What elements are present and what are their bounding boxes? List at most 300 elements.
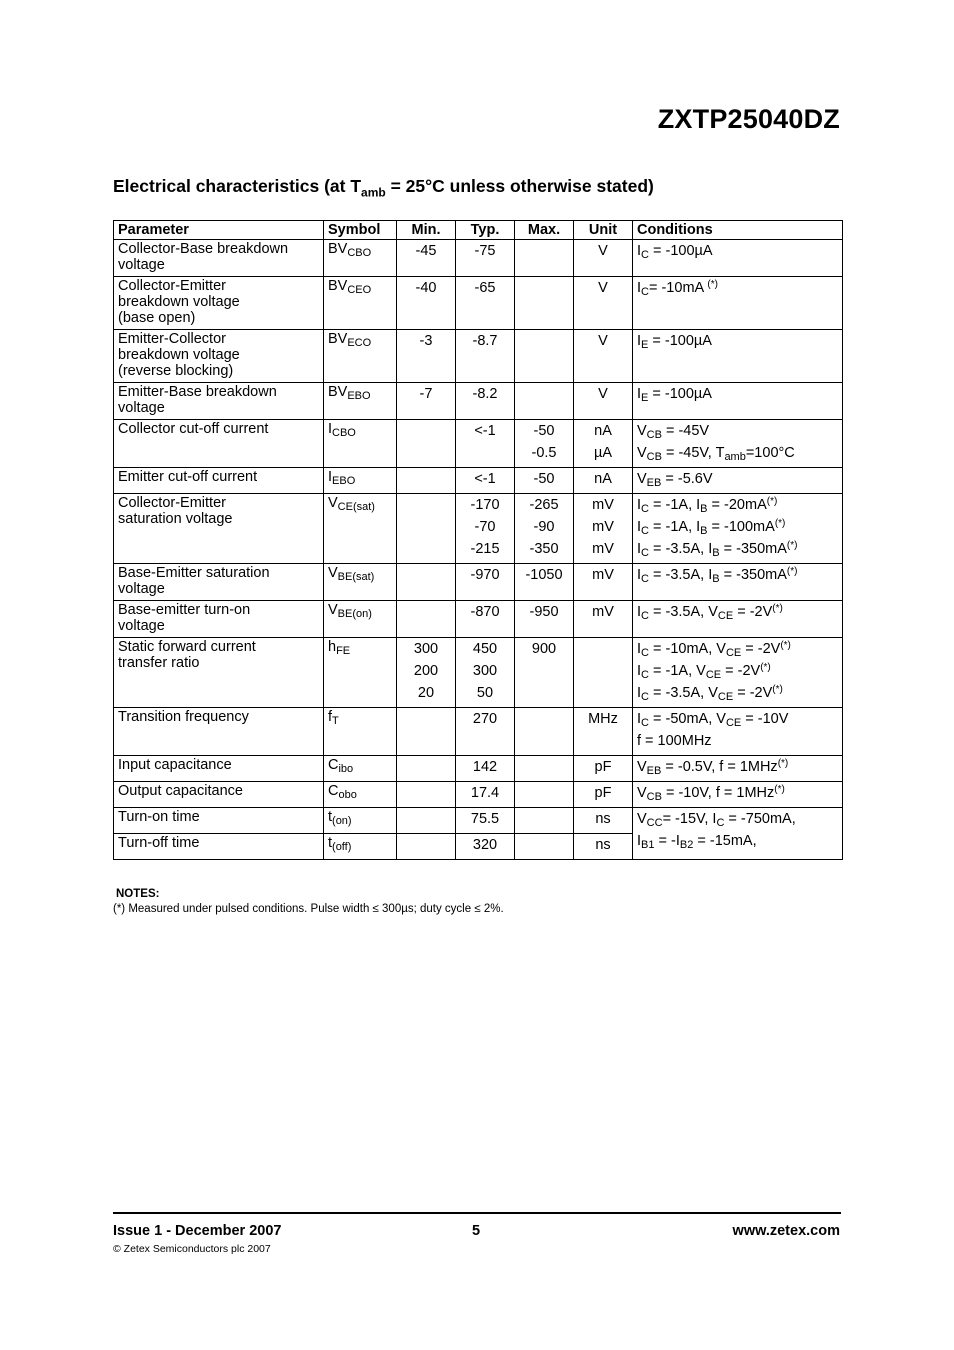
symbol-base: C [328,757,339,773]
condition-line [637,494,838,516]
header-min: Min. [397,221,456,240]
typ-value: <-1 [474,471,496,487]
symbol-subscript: CEO [347,284,372,296]
max-cell [515,808,574,834]
condition-text: V [637,423,647,439]
electrical-characteristics-table [113,220,843,860]
condition-text: = -45V, T [661,445,725,461]
min-cell [397,708,456,756]
table-header-row [114,221,843,240]
max-cell [515,601,574,638]
condition-line [637,442,838,464]
unit-cell [574,782,633,808]
max-value: -265 [529,497,559,513]
condition-text: f = 100MHz [637,733,712,749]
parameter-cell [114,420,324,468]
header-unit: Unit [574,221,633,240]
symbol-subscript: CBO [347,247,372,259]
typ-value: 270 [472,711,498,727]
symbol-cell [324,756,397,782]
table-row [114,756,843,782]
parameter-cell [114,782,324,808]
typ-value: -75 [474,243,496,259]
unit-value: ns [595,811,611,827]
condition-subscript: CE [717,610,734,622]
unit-value: mV [592,519,614,535]
typ-value: -215 [470,541,500,557]
condition-text: = -2V [721,663,761,679]
symbol-subscript: BE(sat) [337,571,375,583]
typ-value: -870 [470,604,500,620]
condition-text: = -750mA, [724,811,796,827]
condition-text: I [637,497,642,513]
condition-text: = -2V [741,641,781,657]
min-cell [397,383,456,420]
condition-subscript: C [641,249,649,261]
unit-cell [574,330,633,383]
unit-value: MHz [588,711,618,727]
parameter-cell [114,638,324,708]
max-cell [515,834,574,860]
condition-text: I [637,333,642,349]
condition-text: V [637,759,647,775]
typ-value: 320 [472,837,498,853]
symbol-subscript: T [332,715,339,727]
parameter-line: Output capacitance [118,783,243,799]
unit-value: nA [594,471,612,487]
conditions-cell [633,638,843,708]
footnote-marker: (*) [777,758,789,769]
max-value: -1050 [525,567,563,583]
condition-line [637,708,838,730]
condition-subscript: CE [717,691,734,703]
condition-subscript: CE [705,669,722,681]
condition-subscript: CB [646,791,662,803]
unit-cell [574,420,633,468]
conditions-cell [633,708,843,756]
footnote-marker: (*) [786,566,798,577]
condition-line [637,240,838,262]
footer-issue: Issue 1 - December 2007 [113,1223,282,1239]
footnote-marker: (*) [774,518,786,529]
table-row [114,468,843,494]
heading-pre: Electrical characteristics (at T [113,176,362,196]
symbol-cell [324,808,397,834]
condition-subscript: C [641,669,649,681]
parameter-cell [114,277,324,330]
min-cell [397,494,456,564]
footnote-marker: (*) [774,784,785,795]
symbol-cell [324,708,397,756]
typ-cell [456,601,515,638]
min-cell [397,756,456,782]
condition-text: = -1A, I [648,519,701,535]
condition-subscript: C [641,573,649,585]
parameter-line: Base-emitter turn-on [118,602,251,618]
conditions-cell [633,383,843,420]
symbol-cell [324,468,397,494]
condition-subscript: B [700,503,708,515]
parameter-cell [114,708,324,756]
unit-value: V [598,280,608,296]
header-parameter: Parameter [114,221,324,240]
condition-line [637,420,838,442]
symbol-base: BV [328,384,348,400]
condition-text: = -10mA [648,280,708,296]
min-cell [397,420,456,468]
condition-text: = -10mA, V [648,641,726,657]
condition-subscript: C [641,647,649,659]
conditions-cell [633,782,843,808]
table-row [114,782,843,808]
symbol-subscript: ECO [347,337,372,349]
typ-cell [456,240,515,277]
max-value: 900 [531,641,557,657]
condition-text: I [637,604,642,620]
parameter-line: Collector-Emitter [118,278,226,294]
symbol-base: V [328,602,338,618]
condition-subscript: C [641,503,649,515]
condition-text: = -1A, I [648,497,701,513]
header-symbol: Symbol [324,221,397,240]
unit-cell [574,277,633,330]
parameter-line: Base-Emitter saturation [118,565,270,581]
condition-subscript: C [641,286,649,298]
min-cell [397,808,456,834]
unit-value: V [598,386,608,402]
condition-text: I [637,685,642,701]
max-cell [515,468,574,494]
condition-text: =100°C [745,445,795,461]
parameter-line: saturation voltage [118,511,233,527]
condition-line [637,538,838,560]
condition-text: I [637,243,642,259]
condition-text: I [637,711,642,727]
max-value: -950 [529,604,559,620]
condition-line [637,516,838,538]
condition-subscript: B1 [641,839,655,851]
symbol-subscript: ibo [338,763,354,775]
max-value: -50 [533,471,555,487]
condition-text: = -2V [733,604,773,620]
symbol-base: BV [328,331,348,347]
parameter-line: Transition frequency [118,709,249,725]
parameter-line: Emitter cut-off current [118,469,258,485]
parameter-cell [114,494,324,564]
footnote-marker: (*) [772,603,783,614]
min-value: 20 [417,685,435,701]
condition-subscript: C [641,717,649,729]
unit-cell [574,601,633,638]
table-row [114,494,843,564]
condition-line [637,756,838,778]
symbol-subscript: CE(sat) [337,501,375,513]
condition-text: = -3.5A, I [648,567,713,583]
min-cell [397,638,456,708]
parameter-line: Static forward current [118,639,256,655]
condition-text: = -10V, f = 1MHz [661,785,775,801]
condition-text: I [637,541,642,557]
unit-value: mV [592,567,614,583]
typ-cell [456,277,515,330]
condition-text: = -5.6V [661,471,713,487]
condition-subscript: CC [646,817,663,829]
condition-subscript: CE [725,717,742,729]
condition-text: = -350mA [719,567,787,583]
table-row [114,240,843,277]
condition-text: = -0.5V, f = 1MHz [661,759,778,775]
symbol-cell [324,601,397,638]
notes-text: (*) Measured under pulsed conditions. Pulse width ≤ 300µs; duty cycle ≤ 2%. [113,903,504,915]
condition-line [637,330,838,352]
parameter-line: (base open) [118,310,196,326]
condition-line [637,638,838,660]
typ-cell [456,383,515,420]
conditions-cell [633,494,843,564]
typ-cell [456,420,515,468]
parameter-line: Collector cut-off current [118,421,269,437]
unit-cell [574,383,633,420]
symbol-base: I [328,421,333,437]
condition-text: I [637,519,642,535]
min-cell [397,782,456,808]
footnote-marker: (*) [766,496,778,507]
max-cell [515,420,574,468]
unit-cell [574,638,633,708]
condition-text: = -100µA [648,243,713,259]
footnote-marker: (*) [786,540,798,551]
heading-sub: amb [361,185,386,200]
symbol-subscript: BE(on) [337,608,372,620]
min-value: 200 [413,663,439,679]
condition-text: = -15mA, [693,833,757,849]
typ-cell [456,834,515,860]
condition-text: I [637,280,642,296]
condition-text: V [637,471,647,487]
parameter-line: Turn-on time [118,809,200,825]
unit-cell [574,834,633,860]
typ-cell [456,494,515,564]
parameter-line: Input capacitance [118,757,232,773]
max-cell [515,277,574,330]
symbol-base: I [328,469,333,485]
max-value: -350 [529,541,559,557]
max-cell [515,330,574,383]
condition-subscript: B [700,525,708,537]
table-row [114,420,843,468]
min-cell [397,240,456,277]
condition-subscript: amb [724,451,746,463]
table-row [114,383,843,420]
condition-line [637,782,838,804]
min-value: 300 [413,641,439,657]
typ-value: -65 [474,280,496,296]
condition-text: I [637,386,642,402]
symbol-cell [324,420,397,468]
typ-value: -8.2 [472,386,498,402]
condition-text: = -3.5A, V [648,685,718,701]
condition-subscript: C [716,817,725,829]
max-value: -90 [533,519,555,535]
header-conditions: Conditions [633,221,843,240]
unit-cell [574,468,633,494]
condition-text: I [637,567,642,583]
conditions-cell [633,808,843,860]
part-number: ZXTP25040DZ [657,104,840,134]
unit-value: V [598,243,608,259]
typ-value: 300 [472,663,498,679]
parameter-line: transfer ratio [118,655,200,671]
parameter-line: Turn-off time [118,835,200,851]
typ-cell [456,638,515,708]
condition-text: V [637,811,647,827]
parameter-line: voltage [118,257,165,273]
min-cell [397,277,456,330]
condition-text: = -45V [661,423,710,439]
footnote-marker: (*) [760,662,771,673]
typ-value: -170 [470,497,500,513]
symbol-cell [324,494,397,564]
symbol-base: h [328,639,337,655]
unit-cell [574,756,633,782]
parameter-cell [114,383,324,420]
unit-value: mV [592,541,614,557]
table-row [114,601,843,638]
min-cell [397,564,456,601]
unit-value: pF [594,759,612,775]
unit-value: ns [595,837,611,853]
condition-subscript: B2 [679,839,694,851]
min-cell [397,834,456,860]
symbol-base: V [328,495,338,511]
symbol-base: C [328,783,339,799]
symbol-base: t [328,835,333,851]
condition-subscript: E [641,392,649,404]
condition-text: = -50mA, V [648,711,726,727]
condition-subscript: B [712,547,720,559]
parameter-line: voltage [118,618,165,634]
condition-text: V [637,785,647,801]
symbol-subscript: CBO [332,427,356,439]
footer-divider [113,1212,841,1214]
conditions-cell [633,277,843,330]
condition-text: = -10V [741,711,789,727]
condition-subscript: C [641,525,649,537]
min-value: -40 [415,280,437,296]
symbol-cell [324,330,397,383]
parameter-cell [114,330,324,383]
parameter-line: Emitter-Collector [118,331,226,347]
unit-cell [574,708,633,756]
unit-cell [574,808,633,834]
typ-value: 142 [472,759,498,775]
symbol-cell [324,782,397,808]
symbol-base: BV [328,278,348,294]
parameter-cell [114,808,324,834]
website-link[interactable]: www.zetex.com [732,1223,840,1239]
condition-subscript: EB [646,477,662,489]
condition-line [637,468,838,490]
condition-line [637,730,838,752]
condition-text: = -I [654,833,680,849]
symbol-subscript: EBO [347,390,371,402]
condition-text: = -1A, V [648,663,706,679]
footnote-marker: (*) [772,684,783,695]
header-max: Max. [515,221,574,240]
condition-text: = -3.5A, I [648,541,713,557]
max-cell [515,638,574,708]
min-value: -45 [415,243,437,259]
symbol-cell [324,383,397,420]
table-row [114,330,843,383]
max-cell [515,494,574,564]
condition-subscript: CE [725,647,742,659]
parameter-cell [114,564,324,601]
max-value: -0.5 [531,445,557,461]
notes-title: NOTES: [116,888,160,900]
conditions-cell [633,330,843,383]
table-row [114,277,843,330]
max-cell [515,708,574,756]
parameter-cell [114,756,324,782]
condition-subscript: EB [646,765,662,777]
parameter-line: voltage [118,400,165,416]
symbol-subscript: (on) [332,815,352,827]
max-cell [515,564,574,601]
footnote-marker: (*) [707,279,718,290]
copyright: © Zetex Semiconductors plc 2007 [113,1243,271,1255]
typ-value: 75.5 [470,811,500,827]
condition-subscript: C [641,691,649,703]
condition-line [637,564,838,586]
max-cell [515,756,574,782]
unit-value: mV [592,604,614,620]
condition-text: = -100mA [707,519,775,535]
typ-value: -8.7 [472,333,498,349]
unit-value: mV [592,497,614,513]
condition-line [637,660,838,682]
min-cell [397,330,456,383]
symbol-cell [324,564,397,601]
parameter-cell [114,601,324,638]
conditions-cell [633,564,843,601]
symbol-base: BV [328,241,348,257]
section-heading [113,176,654,200]
symbol-base: t [328,809,333,825]
condition-line [637,601,838,623]
parameter-line: breakdown voltage [118,294,240,310]
unit-cell [574,564,633,601]
table-row [114,808,843,834]
parameter-line: Collector-Base breakdown [118,241,289,257]
condition-line [637,383,838,405]
condition-text: I [637,641,642,657]
condition-line [637,808,838,830]
conditions-cell [633,601,843,638]
min-cell [397,601,456,638]
typ-value: -970 [470,567,500,583]
typ-value: -70 [474,519,496,535]
conditions-cell [633,420,843,468]
condition-text: I [637,663,642,679]
symbol-base: f [328,709,333,725]
condition-text: = -3.5A, V [648,604,718,620]
condition-line [637,277,838,299]
typ-cell [456,330,515,383]
condition-text: = -100µA [648,386,712,402]
heading-post: = 25°C unless otherwise stated) [385,176,654,196]
conditions-cell [633,756,843,782]
